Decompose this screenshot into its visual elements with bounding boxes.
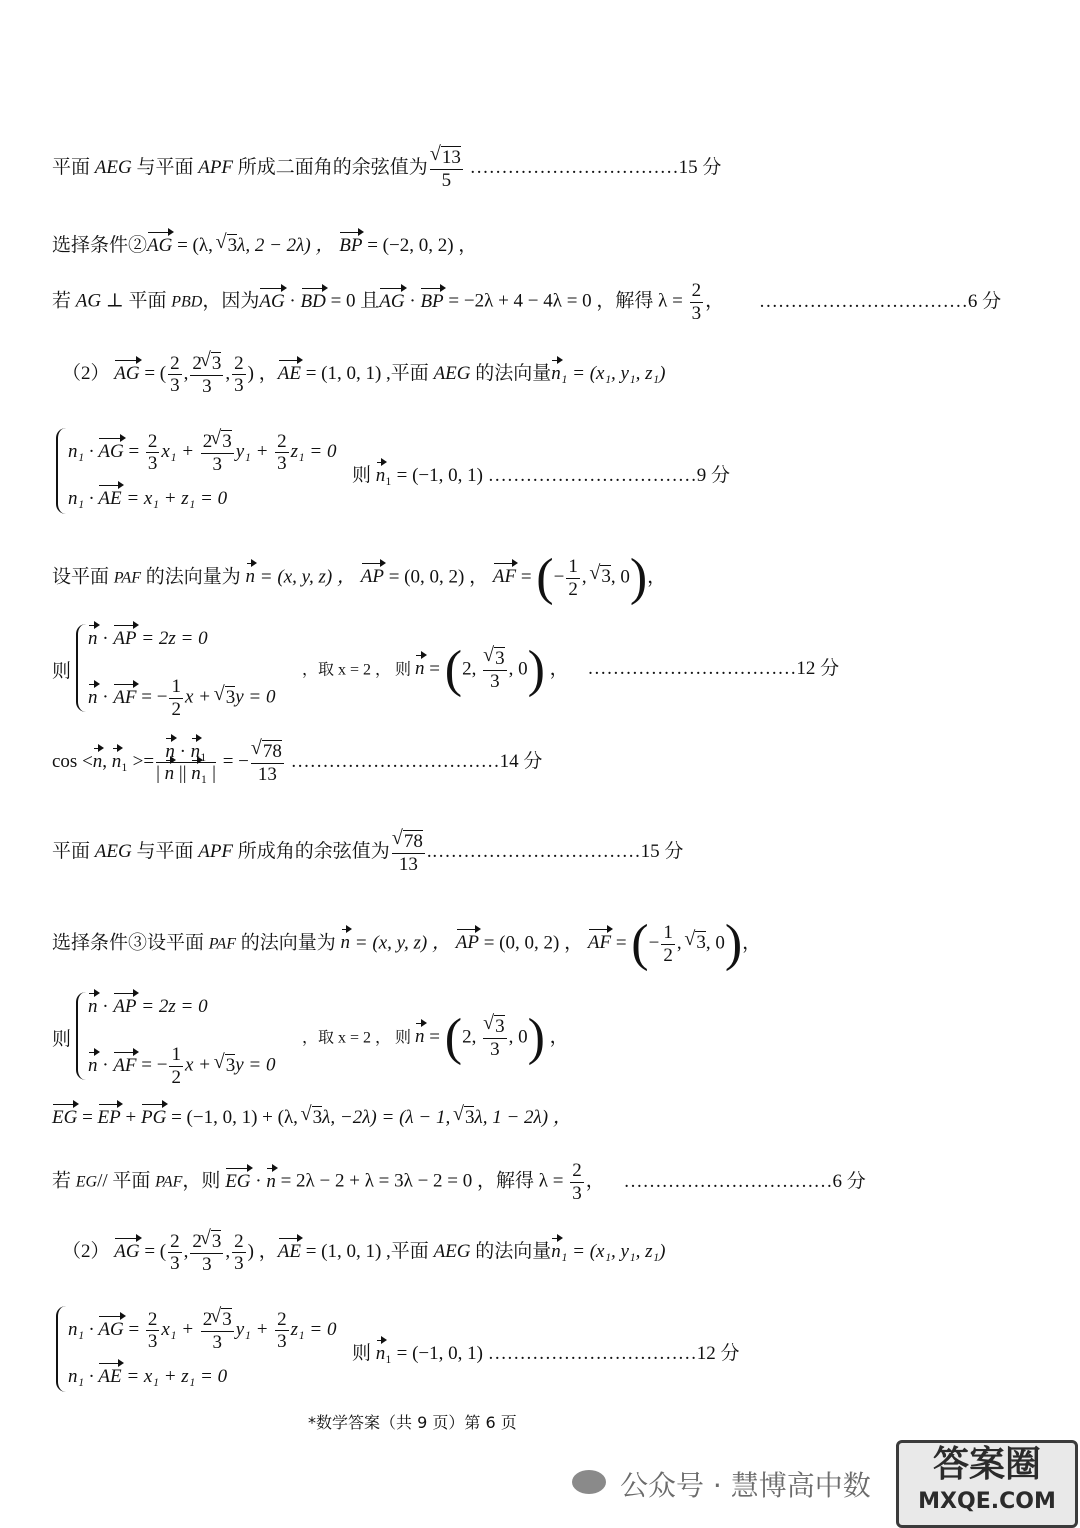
score-marker: ……………………………6 分: [623, 1170, 866, 1192]
plane-paf-normal-line: 设平面 PAF 的法向量为 n = (x, y, z) ， AP = (0, 0, 2) ， AF = (− $\frac{1}{2}$ , √ 3, 0)，: [52, 552, 666, 604]
conclusion-line-2: 平面 AEG 与平面 APF 所成角的余弦值为 √ $\frac{78}{13}$ .……………………………15 分: [52, 830, 683, 876]
eg-vector-line: EG = EP + PG = (−1, 0, 1) + (λ, √ 3λ, −2λ) = (λ − 1, √ 3λ, 1 − 2λ) ，: [52, 1102, 572, 1129]
cosine-formula-line: cos <n, n₁ >= $\frac{\text{n · n₁}}{\text{| n || n₁ |}}$ = − √ $\frac{78}{13}$ ……………………………14 分: [52, 740, 542, 786]
brace: [56, 1306, 68, 1392]
equation-system-3: 则 n · AP = 2z = 0 n · AF = − $\frac{1}{2}$ x + √ 3y = 0 ，取 x = 2 ， 则 n = (2, √ $\frac{3}{3}$ , 0) ，: [52, 988, 852, 1084]
fraction: √ $\frac{13}{5}$: [430, 146, 463, 192]
watermark-text: 公众号 · 慧博高中数: [620, 1469, 871, 1502]
part-2-vectors-line: （2） AG = ( $\frac{2}{3}$ , $\frac{2√ 3}{3}$ , $\frac{2}{3}$ ) ，AE = (1, 0, 1) ,平面 AEG 的法向量n₁ = (x₁, y₁, z₁): [62, 352, 665, 398]
equation-system-2: 则 n · AP = 2z = 0 n · AF = − $\frac{1}{2}$ x + √ 3y = 0 ，取 x = 2 ， 则 n = (2, √ $\frac{3}{3}$ , 0) ， ……………………………12 分: [52, 620, 852, 716]
condition-3-line: 选择条件③设平面 PAF 的法向量为 n = (x, y, z) ， AP = (0, 0, 2) ， AF = (− $\frac{1}{2}$ , √ 3, 0)，: [52, 918, 761, 970]
score-marker: ……………………………15 分: [469, 157, 722, 179]
equation-system-1: n₁ · AG = $\frac{2}{3}$ x₁ + $\frac{2√ 3}{3}$ y₁ + $\frac{2}{3}$ z₁ = 0 n₁ · AE = x₁ + z₁ = 0 则 n₁ = (−1, 0, 1) ……………………………9 分: [56, 426, 756, 518]
score-marker: ……………………………6 分: [758, 290, 1002, 312]
equation-system-4: n₁ · AG = $\frac{2}{3}$ x₁ + $\frac{2√ 3}{3}$ y₁ + $\frac{2}{3}$ z₁ = 0 n₁ · AE = x₁ + z₁ = 0 则 n₁ = (−1, 0, 1) ……………………………12 分: [56, 1304, 756, 1396]
brace: [76, 992, 88, 1080]
wechat-icon: [572, 1470, 606, 1494]
perpendicular-condition-line: 若 AG ⊥ 平面 PBD，因为AG · BD = 0 且AG · BP = −2λ + 4 − 4λ = 0 ，解得 λ = $\frac{2}{3}$ ， ……………………………6 分: [52, 280, 1002, 324]
page-footer: *数学答案（共 9 页）第 6 页: [308, 1413, 517, 1432]
part-2-vectors-line-b: （2） AG = ( $\frac{2}{3}$ , $\frac{2√ 3}{3}$ , $\frac{2}{3}$ ) ，AE = (1, 0, 1) ,平面 AEG 的法向量n₁ = (x₁, y₁, z₁): [62, 1230, 665, 1276]
score-marker: .……………………………15 分: [426, 841, 684, 863]
brace: [56, 428, 68, 514]
brace: [76, 624, 88, 712]
score-marker: ……………………………14 分: [290, 751, 543, 773]
watermark-logo: 答案圈 MXQE.COM: [896, 1440, 1078, 1528]
parallel-condition-line: 若 EG// 平面 PAF，则 EG · n = 2λ − 2 + λ = 3λ − 2 = 0 ，解得 λ = $\frac{2}{3}$ ， ……………………………6 分: [52, 1160, 866, 1204]
conclusion-line-1: 平面 AEG 与平面 APF 所成二面角的余弦值为 √ $\frac{13}{5}$ ……………………………15 分: [52, 146, 721, 192]
condition-2-line: 选择条件②AG = (λ, √ 3λ, 2 − 2λ) ， BP = (−2, 0, 2) ，: [52, 230, 477, 257]
score-marker: ……………………………12 分: [587, 658, 840, 680]
